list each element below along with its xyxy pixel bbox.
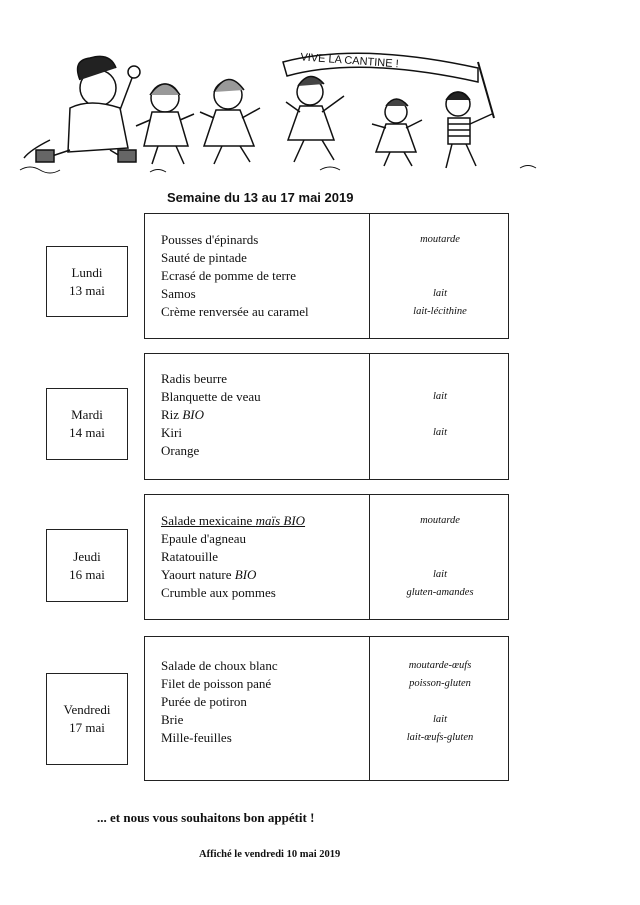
dish: Samos: [161, 286, 196, 301]
day-label-jeudi: [46, 529, 128, 602]
closing-message: ... et nous vous souhaitons bon appétit !: [97, 810, 315, 825]
dish: Radis beurre: [161, 371, 228, 386]
allergen: lait-lécithine: [413, 306, 467, 317]
girl-figure-1: [136, 84, 194, 164]
allergen: moutarde-œufs: [408, 660, 472, 671]
menu-box-vendredi: [144, 636, 509, 781]
allergen: lait-œufs-gluten: [406, 732, 474, 743]
dish: [161, 512, 305, 530]
dish: [161, 566, 256, 584]
menu-box-jeudi: [144, 494, 509, 620]
day-label-mardi: [46, 388, 128, 460]
day-date: 16 mai: [69, 566, 105, 582]
banner-sign-text: VIVE LA CANTINE !: [299, 51, 400, 71]
column-divider: [369, 354, 370, 479]
dish: Epaule d'agneau: [161, 531, 246, 546]
allergen: moutarde: [420, 234, 460, 245]
dish: Sauté de pintade: [161, 250, 247, 265]
dish: Pousses d'épinards: [161, 232, 259, 247]
posted-date: Affiché le vendredi 10 mai 2019: [199, 849, 341, 860]
dish: Orange: [161, 443, 200, 458]
dish-text: Yaourt nature: [161, 567, 235, 582]
day-name: Vendredi: [63, 702, 111, 717]
day-label-lundi: [46, 246, 128, 317]
week-title: Semaine du 13 au 17 mai 2019: [167, 190, 354, 205]
allergen: gluten-amandes: [406, 587, 474, 598]
allergen: poisson-gluten: [409, 678, 471, 689]
dish: Crème renversée au caramel: [161, 304, 309, 319]
cook-figure: [24, 56, 140, 162]
bio-label: BIO: [182, 407, 204, 422]
menu-box-lundi: [144, 213, 509, 339]
day-name: Lundi: [71, 264, 103, 280]
day-date: 14 mai: [69, 425, 105, 440]
dish: Crumble aux pommes: [161, 585, 276, 600]
dish-text: Riz: [161, 407, 183, 422]
day-date: 13 mai: [69, 282, 105, 298]
dish: [161, 406, 204, 424]
dish: Ratatouille: [161, 549, 219, 564]
day-name: Jeudi: [73, 548, 101, 564]
girl-figure-4: [372, 99, 422, 166]
dish: Filet de poisson pané: [161, 676, 272, 691]
allergen: moutarde: [420, 515, 460, 526]
menu-box-mardi: [144, 353, 509, 480]
girl-figure-3: [286, 76, 344, 162]
day-name: Mardi: [71, 407, 103, 422]
bio-label: maïs BIO: [255, 513, 306, 528]
allergen: lait: [432, 569, 447, 580]
allergen: lait: [432, 714, 447, 725]
dish: Kiri: [161, 425, 182, 440]
day-date: 17 mai: [69, 720, 105, 735]
boy-figure: [446, 92, 492, 168]
dish-text: Salade mexicaine: [161, 513, 256, 528]
girl-figure-2: [200, 79, 260, 164]
dish: Blanquette de veau: [161, 389, 261, 404]
cantine-banner-illustration: [0, 0, 640, 190]
allergen: lait: [432, 288, 447, 299]
dish: Mille-feuilles: [161, 730, 232, 745]
dish: Brie: [161, 712, 184, 727]
dish: Purée de potiron: [161, 694, 247, 709]
allergen: lait: [432, 427, 447, 438]
dish: Salade de choux blanc: [161, 658, 278, 673]
dish: Ecrasé de pomme de terre: [161, 268, 296, 283]
bio-label: BIO: [234, 567, 257, 582]
day-label-vendredi: [46, 673, 128, 765]
allergen: lait: [432, 391, 447, 402]
